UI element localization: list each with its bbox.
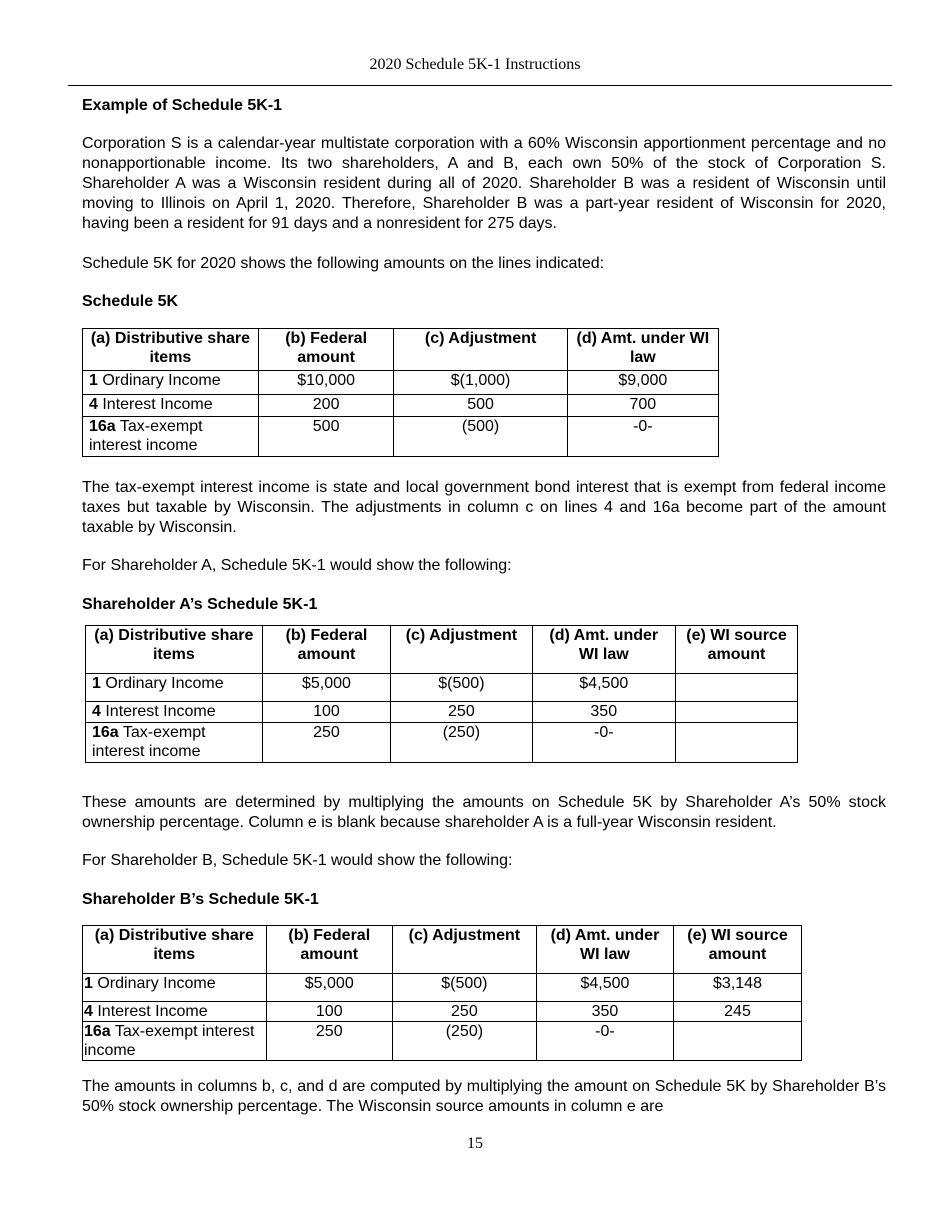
column-header: (b) Federal amount	[258, 329, 394, 371]
amount-cell: 100	[262, 702, 391, 723]
amount-cell: $3,148	[674, 974, 802, 1002]
row-label	[83, 371, 259, 395]
line-number: 16a	[84, 1023, 111, 1040]
column-header: (d) Amt. under WI law	[532, 626, 675, 674]
amount-cell: $10,000	[258, 371, 394, 395]
amount-cell: (250)	[392, 1022, 536, 1061]
table-row	[83, 974, 802, 1002]
amount-cell: 500	[394, 395, 567, 417]
page-number: 15	[467, 1135, 483, 1152]
amount-cell: 250	[266, 1022, 392, 1061]
table-title: Schedule 5K	[82, 293, 179, 310]
line-label: Interest Income	[97, 396, 213, 413]
amount-cell: $9,000	[567, 371, 718, 395]
amount-cell	[675, 723, 797, 763]
line-label: Interest Income	[100, 703, 216, 720]
amount-cell: (500)	[394, 417, 567, 457]
line-number: 1	[92, 675, 101, 692]
line-number: 16a	[92, 724, 119, 741]
shareholder-b-table	[82, 925, 802, 1061]
row-label	[83, 417, 259, 457]
column-header: (e) WI source amount	[675, 626, 797, 674]
line-label: Tax-exempt interest income	[92, 724, 206, 760]
row-label	[86, 702, 263, 723]
column-header: (c) Adjustment	[391, 626, 532, 674]
table-header-row	[83, 926, 802, 974]
shareholder-a-table	[85, 625, 798, 763]
amount-cell: $(500)	[392, 974, 536, 1002]
amount-cell	[675, 702, 797, 723]
amount-cell: -0-	[567, 417, 718, 457]
table-header-row	[83, 329, 719, 371]
amount-cell	[675, 674, 797, 702]
column-header: (e) WI source amount	[674, 926, 802, 974]
header-rule	[68, 85, 892, 86]
line-label: Tax-exempt interest income	[89, 418, 203, 454]
schedule-5k-table	[82, 328, 719, 457]
line-label: Ordinary Income	[92, 975, 216, 992]
amount-cell: 245	[674, 1002, 802, 1022]
table-row	[86, 702, 798, 723]
amount-cell: 500	[258, 417, 394, 457]
table-row	[83, 1022, 802, 1061]
line-label: Ordinary Income	[97, 372, 221, 389]
amount-cell: 200	[258, 395, 394, 417]
column-header: (d) Amt. under WI law	[567, 329, 718, 371]
amount-cell: $(500)	[391, 674, 532, 702]
line-number: 1	[84, 975, 93, 992]
line-number: 16a	[89, 418, 116, 435]
amount-cell: 350	[532, 702, 675, 723]
table-row	[83, 371, 719, 395]
column-header: (c) Adjustment	[392, 926, 536, 974]
section-title: Example of Schedule 5K-1	[82, 97, 283, 114]
row-label	[83, 974, 267, 1002]
table-row	[83, 1002, 802, 1022]
row-label	[83, 395, 259, 417]
table-row	[83, 417, 719, 457]
line-number: 4	[92, 703, 101, 720]
paragraph: Corporation S is a calendar-year multistate corporation with a 60% Wisconsin apportionment percentage and no nonapportionable income. Its two shareholders, A and B, each own 50% of the stock of Corporation S. Shareholder A was a Wisconsin resident during all of 2020. Shareholder B was a resident of Wisconsin until moving to Illinois on April 1, 2020. Therefore, Shareholder B was a part-year resident of Wisconsin for 2020, having been a resident for 91 days and a nonresident for 275 days.	[82, 135, 886, 232]
table-header-row	[86, 626, 798, 674]
paragraph: These amounts are determined by multiplying the amounts on Schedule 5K by Shareholder A’s 50% stock ownership percentage. Column e is blank because shareholder A is a full-year Wisconsin resident.	[82, 794, 886, 831]
amount-cell: 250	[392, 1002, 536, 1022]
paragraph: For Shareholder B, Schedule 5K-1 would show the following:	[82, 852, 513, 869]
amount-cell: $4,500	[536, 974, 673, 1002]
table-title: Shareholder B’s Schedule 5K-1	[82, 891, 319, 908]
amount-cell: 700	[567, 395, 718, 417]
column-header: (a) Distributive share items	[86, 626, 263, 674]
line-number: 4	[89, 396, 98, 413]
line-label: Interest Income	[92, 1003, 208, 1020]
paragraph: For Shareholder A, Schedule 5K-1 would show the following:	[82, 557, 512, 574]
amount-cell: 250	[391, 702, 532, 723]
column-header: (b) Federal amount	[262, 626, 391, 674]
line-label: Tax-exempt interest income	[84, 1023, 255, 1059]
column-header: (d) Amt. under WI law	[536, 926, 673, 974]
row-label	[83, 1022, 267, 1061]
table-row	[86, 674, 798, 702]
column-header: (b) Federal amount	[266, 926, 392, 974]
amount-cell: 100	[266, 1002, 392, 1022]
paragraph: The amounts in columns b, c, and d are computed by multiplying the amount on Schedule 5K by Shareholder B’s 50% stock ownership percentage. The Wisconsin source amounts in column e are	[82, 1078, 886, 1115]
column-header: (a) Distributive share items	[83, 926, 267, 974]
amount-cell	[674, 1022, 802, 1061]
column-header: (c) Adjustment	[394, 329, 567, 371]
amount-cell: $5,000	[262, 674, 391, 702]
row-label	[86, 723, 263, 763]
amount-cell: $(1,000)	[394, 371, 567, 395]
amount-cell: 350	[536, 1002, 673, 1022]
table-row	[86, 723, 798, 763]
paragraph: The tax-exempt interest income is state and local government bond interest that is exempt from federal income taxes but taxable by Wisconsin. The adjustments in column c on lines 4 and 16a become part of the amount taxable by Wisconsin.	[82, 479, 886, 536]
amount-cell: $5,000	[266, 974, 392, 1002]
line-label: Ordinary Income	[100, 675, 224, 692]
amount-cell: -0-	[532, 723, 675, 763]
row-label	[83, 1002, 267, 1022]
page-header: 2020 Schedule 5K-1 Instructions	[369, 56, 581, 73]
column-header: (a) Distributive share items	[83, 329, 259, 371]
line-number: 1	[89, 372, 98, 389]
table-row	[83, 395, 719, 417]
paragraph: Schedule 5K for 2020 shows the following amounts on the lines indicated:	[82, 255, 605, 272]
row-label	[86, 674, 263, 702]
amount-cell: -0-	[536, 1022, 673, 1061]
amount-cell: 250	[262, 723, 391, 763]
amount-cell: $4,500	[532, 674, 675, 702]
line-number: 4	[84, 1003, 93, 1020]
table-title: Shareholder A’s Schedule 5K-1	[82, 596, 318, 613]
amount-cell: (250)	[391, 723, 532, 763]
